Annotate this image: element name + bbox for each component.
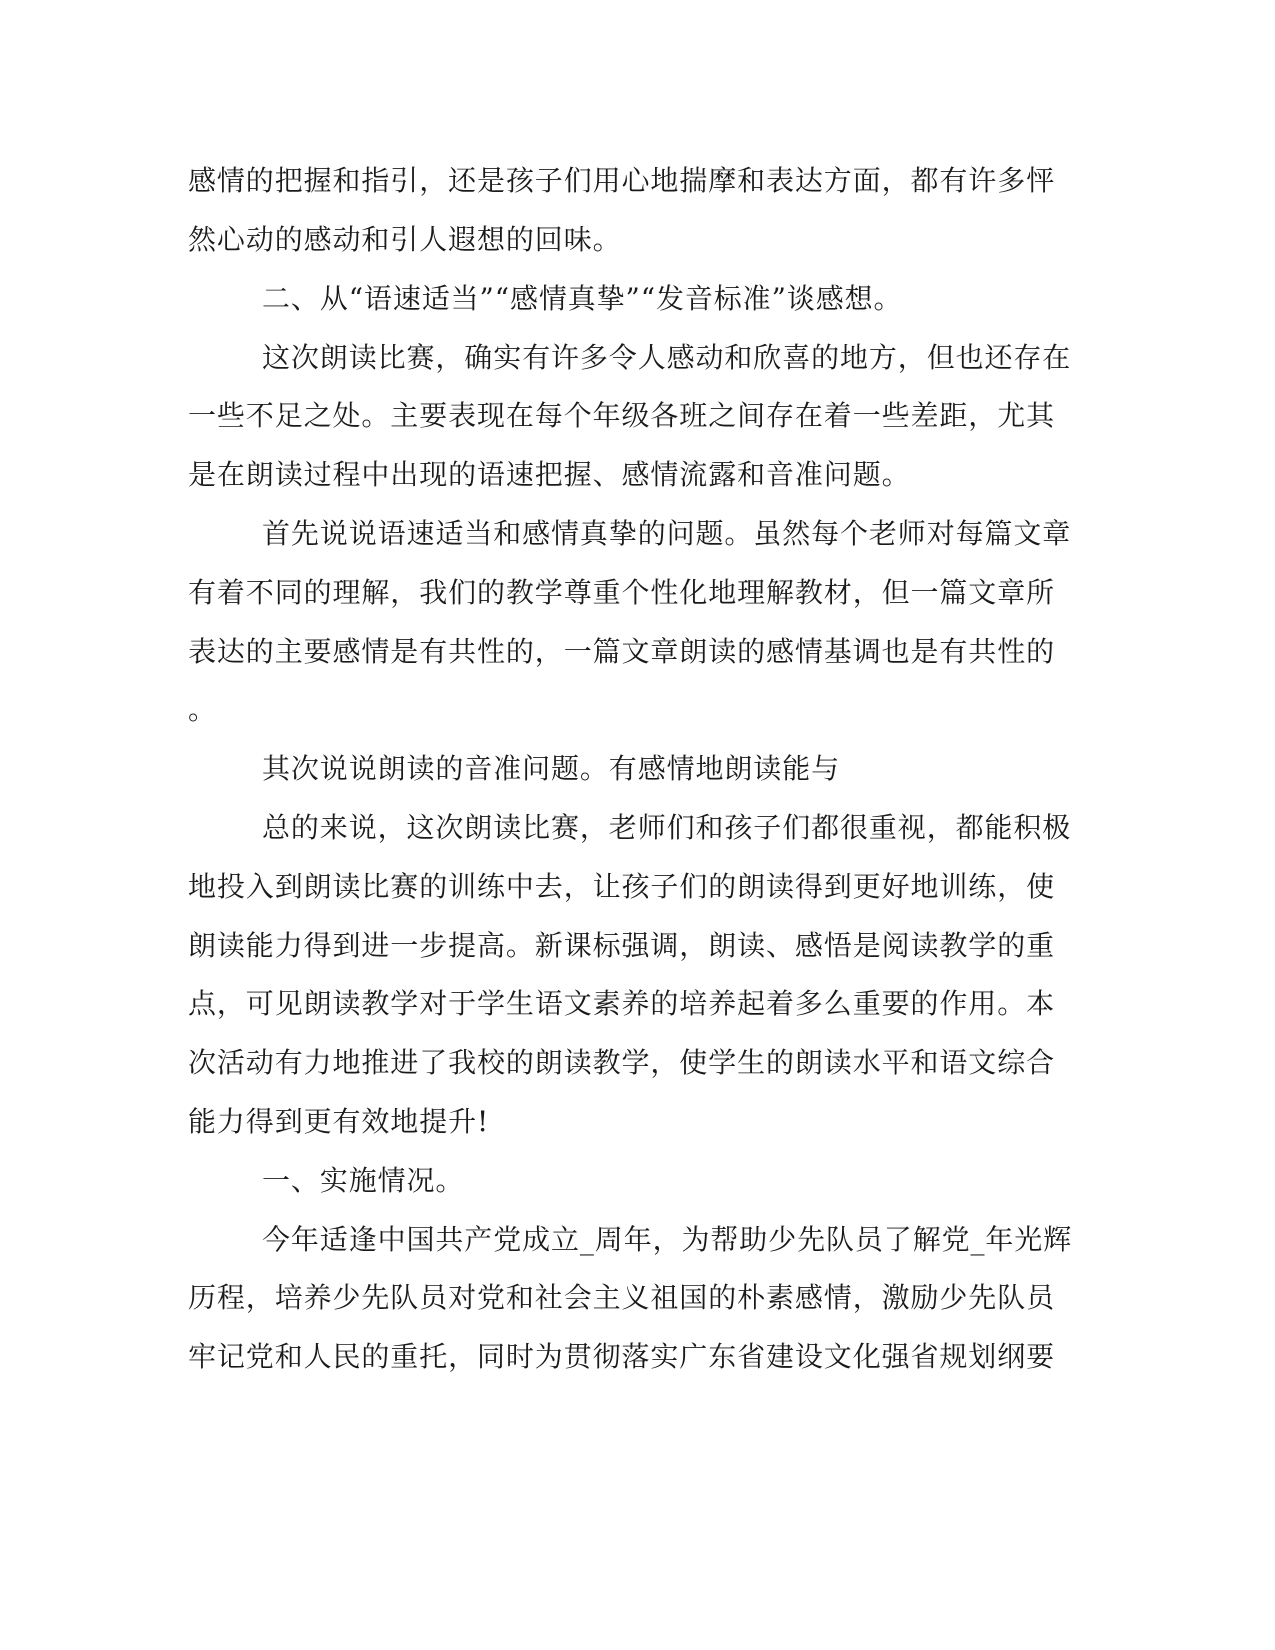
text-line: 次活动有力地推进了我校的朗读教学，使学生的朗读水平和语文综合 xyxy=(188,1046,1056,1079)
section-heading: 二、从“语速适当”“感情真挚”“发音标准”谈感想。 xyxy=(262,282,903,315)
text-line: 这次朗读比赛，确实有许多令人感动和欣喜的地方，但也还存在 xyxy=(262,341,1072,374)
text-line: 感情的把握和指引，还是孩子们用心地揣摩和表达方面，都有许多怦 xyxy=(188,164,1056,197)
text-line: 能力得到更有效地提升! xyxy=(188,1105,490,1138)
section-heading: 一、实施情况。 xyxy=(262,1164,465,1197)
text-line: 首先说说语速适当和感情真挚的问题。虽然每个老师对每篇文章 xyxy=(262,517,1072,550)
text-line: 总的来说，这次朗读比赛，老师们和孩子们都很重视，都能积极 xyxy=(262,811,1072,844)
text-line: 今年适逢中国共产党成立_周年，为帮助少先队员了解党_年光辉 xyxy=(262,1223,1073,1256)
text-line: 一些不足之处。主要表现在每个年级各班之间存在着一些差距，尤其 xyxy=(188,399,1056,432)
text-line: 其次说说朗读的音准问题。有感情地朗读能与 xyxy=(262,752,841,785)
text-line: 历程，培养少先队员对党和社会主义祖国的朴素感情，激励少先队员 xyxy=(188,1281,1056,1314)
text-line: 有着不同的理解，我们的教学尊重个性化地理解教材，但一篇文章所 xyxy=(188,576,1056,609)
text-line: 点，可见朗读教学对于学生语文素养的培养起着多么重要的作用。本 xyxy=(188,987,1056,1020)
text-line: 地投入到朗读比赛的训练中去，让孩子们的朗读得到更好地训练，使 xyxy=(188,870,1056,903)
text-line: 牢记党和人民的重托，同时为贯彻落实广东省建设文化强省规划纲要 xyxy=(188,1340,1056,1373)
text-line: 。 xyxy=(188,693,217,726)
text-line: 然心动的感动和引人遐想的回味。 xyxy=(188,223,622,256)
text-line: 表达的主要感情是有共性的，一篇文章朗读的感情基调也是有共性的 xyxy=(188,635,1056,668)
text-line: 是在朗读过程中出现的语速把握、感情流露和音准问题。 xyxy=(188,458,911,491)
text-line: 朗读能力得到进一步提高。新课标强调，朗读、感悟是阅读教学的重 xyxy=(188,929,1056,962)
